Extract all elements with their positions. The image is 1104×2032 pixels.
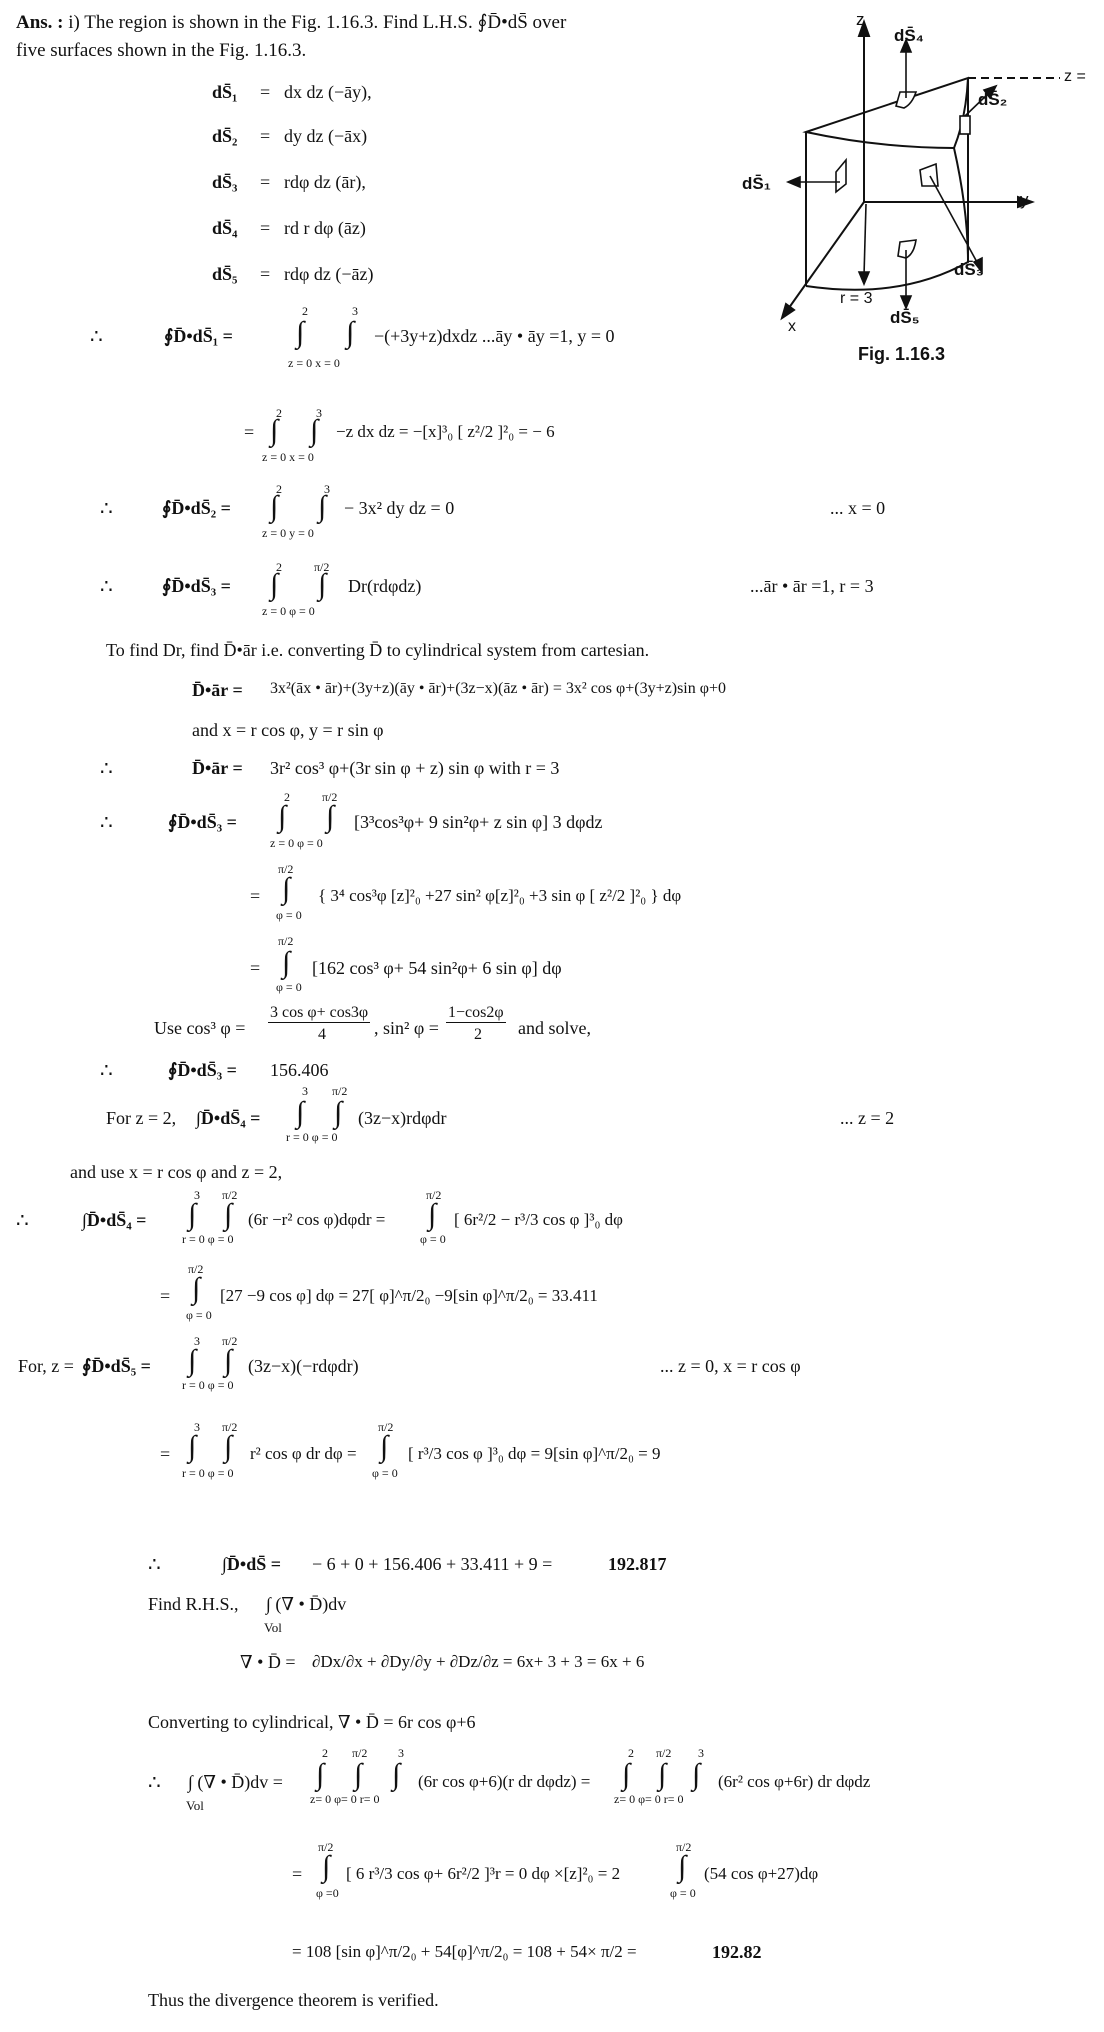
z-eq-label: z = [1064, 68, 1086, 85]
use-frac2-num: 1−cos2φ [446, 1004, 506, 1023]
integral-sign: ∫ [270, 490, 279, 523]
s5-lhs: ∮D̄•dS̄₅ = [82, 1356, 151, 1376]
final-statement: Thus the divergence theorem is verified. [148, 1990, 439, 2010]
ds3-rhs: rdφ dz (ār), [284, 172, 366, 192]
s1b-rhs: −z dx dz = −[x]³₀ [ z²/2 ]²₀ = − 6 [336, 422, 555, 441]
vol2-lim2-top: π/2 [676, 1840, 692, 1854]
s5-lim-top-2: π/2 [222, 1334, 238, 1348]
s5b-lim2-bot: φ = 0 [372, 1466, 398, 1480]
x-axis-label: x [788, 318, 796, 335]
s3-lhs: ∮D̄•dS̄₃ = [162, 576, 231, 596]
s2-lim-top-1: 2 [276, 482, 282, 496]
dar2-lhs: D̄•ār = [192, 758, 243, 778]
integral-sign: ∫ [392, 1758, 401, 1791]
s3b-lhs: ∮D̄•dS̄₃ = [168, 812, 237, 832]
intro-line-1 [16, 12, 566, 34]
integral-sign: ∫ [354, 1758, 363, 1791]
ds5-lhs: dS̄₅ [212, 264, 238, 284]
s2-rhs: − 3x² dy dz = 0 [344, 498, 455, 518]
s4c-rhs: [27 −9 cos φ] dφ = 27[ φ]^π/2₀ −9[sin φ]^π/2₀ = 33.411 [220, 1286, 598, 1305]
s4b-lim-top-1: 3 [194, 1188, 200, 1202]
integral-sign: ∫ [334, 1096, 343, 1129]
figure-caption: Fig. 1.16.3 [858, 344, 946, 364]
vol-lim1-top-2: π/2 [352, 1746, 368, 1760]
and-x: and x = r cos φ, y = r sin φ [192, 720, 384, 740]
s2-note: ... x = 0 [830, 498, 886, 518]
s1b-lim-top-1: 2 [276, 406, 282, 420]
vol-lim2-bot: z= 0 φ= 0 r= 0 [614, 1792, 684, 1806]
integral-sign: ∫ [188, 1344, 197, 1377]
s4-rhs: (3z−x)rdφdr [358, 1108, 447, 1128]
integral-sign: ∫ [658, 1758, 667, 1791]
ds1-fig-label: dS̄₁ [742, 174, 771, 193]
eq-sign: = [244, 422, 255, 442]
integral-sign: ∫ [282, 872, 291, 905]
integral-sign: ∫ [224, 1198, 233, 1231]
s2-lim-bot: z = 0 y = 0 [262, 526, 314, 540]
vol-rhs1: (6r cos φ+6)(r dr dφdz) = [418, 1772, 591, 1791]
dar2-rhs: 3r² cos³ φ+(3r sin φ + z) sin φ with r = 3 [270, 758, 560, 778]
s4-lhs: ∫D̄•dS̄₄ = [196, 1108, 261, 1128]
use-frac1-den: 4 [318, 1026, 326, 1043]
s4b-lim2-bot: φ = 0 [420, 1232, 446, 1246]
use-frac1-num: 3 cos φ+ cos3φ [268, 1004, 370, 1023]
s3b-rhs: [3³cos³φ+ 9 sin²φ+ z sin φ] 3 dφdz [354, 812, 603, 832]
ds3-lhs: dS̄₃ [212, 172, 238, 192]
vol-lim1-top-3: 3 [398, 1746, 404, 1760]
eq-sign: = [250, 958, 261, 978]
s3-lim-top-1: 2 [276, 560, 282, 574]
s2-lim-top-2: 3 [324, 482, 330, 496]
ds4-fig-label: dS̄₄ [894, 26, 924, 45]
s5b-lim-bot: r = 0 φ = 0 [182, 1466, 234, 1480]
y-axis-label: y [1020, 190, 1029, 209]
integral-sign: ∫ [282, 946, 291, 979]
therefore-symbol: ∴ [90, 326, 103, 348]
dar-lhs: D̄•ār = [192, 680, 243, 700]
intro-line-2: five surfaces shown in the Fig. 1.16.3. [16, 40, 307, 61]
integral-sign: ∫ [296, 316, 305, 349]
total-rhs: − 6 + 0 + 156.406 + 33.411 + 9 = [312, 1554, 553, 1574]
s4b-lim2-top: π/2 [426, 1188, 442, 1202]
vol2-lim2-bot: φ = 0 [670, 1886, 696, 1900]
vol-lim2-top-2: π/2 [656, 1746, 672, 1760]
vol2-lim-top: π/2 [318, 1840, 334, 1854]
integral-sign: ∫ [318, 490, 327, 523]
eq-sign: = [260, 82, 271, 102]
conv-text: Converting to cylindrical, ∇ • D̄ = 6r cos φ+6 [148, 1712, 476, 1732]
integral-sign: ∫ [326, 800, 335, 833]
s4b-rhs2: [ 6r²/2 − r³/3 cos φ ]³₀ dφ [454, 1210, 623, 1229]
s5-lim-top-1: 3 [194, 1334, 200, 1348]
integral-sign: ∫ [322, 1850, 331, 1883]
s3c-rhs: { 3⁴ cos³φ [z]²₀ +27 sin² φ[z]²₀ +3 sin φ [ z²/2 ]²₀ } dφ [318, 886, 682, 905]
eq-sign: = [260, 172, 271, 192]
vol2-rhs2: (54 cos φ+27)dφ [704, 1864, 819, 1883]
s1-lhs: ∮D̄•dS̄₁ = [164, 326, 233, 346]
z-axis-label: z [856, 10, 865, 29]
integral-sign: ∫ [188, 1198, 197, 1231]
s3-note: ...ār • ār =1, r = 3 [750, 576, 874, 596]
ds4-lhs: dS̄₄ [212, 218, 238, 238]
s5b-lim-top-1: 3 [194, 1420, 200, 1434]
and-use: and use x = r cos φ and z = 2, [70, 1162, 283, 1182]
s5-lim-bot: r = 0 φ = 0 [182, 1378, 234, 1392]
use-text: Use cos³ φ = [154, 1018, 246, 1038]
dar-rhs: 3x²(āx • ār)+(3y+z)(āy • ār)+(3z−x)(āz • ār) = 3x² cos φ+(3y+z)sin φ+0 [270, 680, 726, 697]
s5b-rhs: r² cos φ dr dφ = [250, 1444, 357, 1463]
integral-sign: ∫ [192, 1272, 201, 1305]
rhs-text: Find R.H.S., [148, 1594, 239, 1614]
s3-lim-top-2: π/2 [314, 560, 330, 574]
eq-sign: = [260, 218, 271, 238]
total-val: 192.817 [608, 1554, 667, 1574]
total-lhs: ∫D̄•dS̄ = [222, 1554, 282, 1574]
s3-result: 156.406 [270, 1060, 329, 1080]
s4-prefix: For z = 2, [106, 1108, 177, 1128]
s5-rhs: (3z−x)(−rdφdr) [248, 1356, 359, 1376]
ds2-rhs: dy dz (−āx) [284, 126, 368, 146]
s5-prefix: For, z = [18, 1356, 74, 1376]
s4b-lim-top-2: π/2 [222, 1188, 238, 1202]
rhs-vol: Vol [264, 1620, 282, 1635]
s4b-rhs: (6r −r² cos φ)dφdr = [248, 1210, 386, 1229]
therefore-symbol: ∴ [100, 498, 113, 520]
s3-rhs: Dr(rdφdz) [348, 576, 422, 596]
s1-lim-bot: z = 0 x = 0 [288, 356, 340, 370]
integral-sign: ∫ [316, 1758, 325, 1791]
cylinder-diagram [760, 0, 1104, 372]
eq-sign: = [160, 1444, 171, 1464]
r-eq-label: r = 3 [840, 290, 873, 307]
s3b-lim-top-2: π/2 [322, 790, 338, 804]
integral-sign: ∫ [678, 1850, 687, 1883]
div-rhs: ∂Dx/∂x + ∂Dy/∂y + ∂Dz/∂z = 6x+ 3 + 3 = 6x + 6 [312, 1652, 645, 1671]
s4-lim-top-1: 3 [302, 1084, 308, 1098]
s3d-lim-top: π/2 [278, 934, 294, 948]
therefore-symbol: ∴ [16, 1210, 29, 1232]
s4b-lim-bot: r = 0 φ = 0 [182, 1232, 234, 1246]
eq-sign: = [260, 264, 271, 284]
vol-lim1-top-1: 2 [322, 1746, 328, 1760]
s5b-lim2-top: π/2 [378, 1420, 394, 1434]
dr-text: To find Dr, find D̄•ār i.e. converting D̄ to cylindrical system from cartesian. [106, 640, 650, 660]
ds4-rhs: rd r dφ (āz) [284, 218, 366, 238]
integral-sign: ∫ [622, 1758, 631, 1791]
s3-lim-bot: z = 0 φ = 0 [262, 604, 315, 618]
ds5-fig-label: dS̄₅ [890, 308, 920, 327]
therefore-symbol: ∴ [100, 1060, 113, 1082]
use-frac2-den: 2 [474, 1026, 482, 1043]
s3d-lim-bot: φ = 0 [276, 980, 302, 994]
s2-lhs: ∮D̄•dS̄₂ = [162, 498, 231, 518]
therefore-symbol: ∴ [148, 1554, 161, 1576]
therefore-symbol: ∴ [148, 1772, 161, 1794]
integral-sign: ∫ [380, 1430, 389, 1463]
s3d-rhs: [162 cos³ φ+ 54 sin²φ+ 6 sin φ] dφ [312, 958, 562, 978]
s5b-rhs2: [ r³/3 cos φ ]³₀ dφ = 9[sin φ]^π/2₀ = 9 [408, 1444, 661, 1463]
ds1-lhs: dS̄₁ [212, 82, 238, 102]
integral-sign: ∫ [188, 1430, 197, 1463]
s5-note: ... z = 0, x = r cos φ [660, 1356, 801, 1376]
eq-sign: = [292, 1864, 303, 1884]
ds5-rhs: rdφ dz (−āz) [284, 264, 374, 284]
ds3-fig-label: dS̄₃ [954, 260, 984, 279]
s4c-lim-top: π/2 [188, 1262, 204, 1276]
s3b-lim-top-1: 2 [284, 790, 290, 804]
integral-sign: ∫ [224, 1430, 233, 1463]
s3b-lim-bot: z = 0 φ = 0 [270, 836, 323, 850]
vol-lim2-top-1: 2 [628, 1746, 634, 1760]
vol2-lim-bot: φ =0 [316, 1886, 339, 1900]
vol-lhs: ∫ (∇ • D̄)dv = [188, 1772, 283, 1792]
vol-lim1-bot: z= 0 φ= 0 r= 0 [310, 1792, 380, 1806]
integral-sign: ∫ [310, 414, 319, 447]
s4-lim-bot: r = 0 φ = 0 [286, 1130, 338, 1144]
therefore-symbol: ∴ [100, 758, 113, 780]
s3c-lim-bot: φ = 0 [276, 908, 302, 922]
ds2-fig-label: dS̄₂ [978, 90, 1008, 109]
s5b-lim-top-2: π/2 [222, 1420, 238, 1434]
integral-sign: ∫ [692, 1758, 701, 1791]
s4-note: ... z = 2 [840, 1108, 895, 1128]
s3-result-lhs: ∮D̄•dS̄₃ = [168, 1060, 237, 1080]
use-mid: , sin² φ = [374, 1018, 439, 1038]
ans-label: Ans. : [16, 12, 64, 33]
therefore-symbol: ∴ [100, 576, 113, 598]
use-end: and solve, [518, 1018, 591, 1038]
ds1-rhs: dx dz (−āy), [284, 82, 372, 102]
ds2-lhs: dS̄₂ [212, 126, 238, 146]
integral-sign: ∫ [270, 414, 279, 447]
vol-vol: Vol [186, 1798, 204, 1813]
integral-sign: ∫ [278, 800, 287, 833]
integral-sign: ∫ [296, 1096, 305, 1129]
s1-lim-top-1: 2 [302, 304, 308, 318]
eq-sign: = [160, 1286, 171, 1306]
integral-sign: ∫ [428, 1198, 437, 1231]
eq-sign: = [260, 126, 271, 146]
eq-sign: = [250, 886, 261, 906]
s1-rhs: −(+3y+z)dxdz ...āy • āy =1, y = 0 [374, 326, 615, 346]
integral-sign: ∫ [346, 316, 355, 349]
s4c-lim-bot: φ = 0 [186, 1308, 212, 1322]
integral-sign: ∫ [224, 1344, 233, 1377]
s1b-lim-bot: z = 0 x = 0 [262, 450, 314, 464]
vol-rhs2: (6r² cos φ+6r) dr dφdz [718, 1772, 871, 1791]
div-lhs: ∇ • D̄ = [240, 1652, 296, 1672]
s1b-lim-top-2: 3 [316, 406, 322, 420]
rhs-int: ∫ (∇ • D̄)dv [266, 1594, 347, 1614]
intro-text-1: i) The region is shown in the Fig. 1.16.3. Find L.H.S. ∮D̄•dS̄ over [68, 12, 567, 33]
vol3-val: 192.82 [712, 1942, 762, 1962]
integral-sign: ∫ [270, 568, 279, 601]
vol2-rhs: [ 6 r³/3 cos φ+ 6r²/2 ]³r = 0 dφ ×[z]²₀ = 2 [346, 1864, 621, 1883]
vol3-rhs: = 108 [sin φ]^π/2₀ + 54[φ]^π/2₀ = 108 + 54× π/2 = [292, 1942, 637, 1961]
integral-sign: ∫ [318, 568, 327, 601]
s3c-lim-top: π/2 [278, 862, 294, 876]
s4b-lhs: ∫D̄•dS̄₄ = [82, 1210, 147, 1230]
s1-lim-top-2: 3 [352, 304, 358, 318]
therefore-symbol: ∴ [100, 812, 113, 834]
s4-lim-top-2: π/2 [332, 1084, 348, 1098]
vol-lim2-top-3: 3 [698, 1746, 704, 1760]
